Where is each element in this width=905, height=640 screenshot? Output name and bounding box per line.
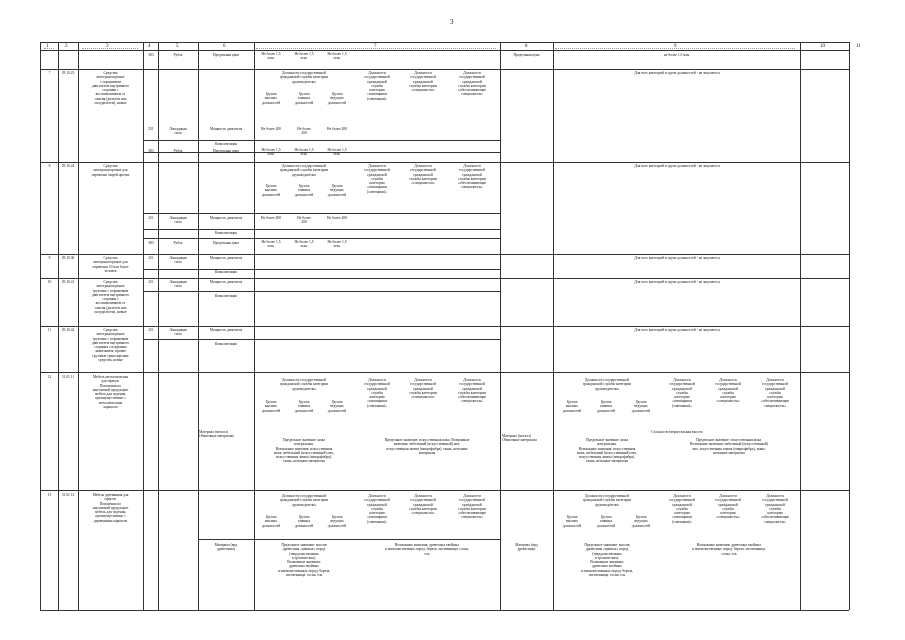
row8-unit-3: Рубль [173,241,183,245]
row13-group-2: Группа главных должностей [294,515,314,528]
column-header: 10 [820,44,825,49]
row13-group-heading: Должности государственной гражданской службы категории «руководители» [279,494,329,507]
row0-property: Предельная цена [213,53,239,57]
row12-material: Материал (металл) Обивочные материалы [199,430,234,439]
row8-category-1: Должности государственной гражданской службы категории «помощники (советники)» [364,164,390,194]
row12-right-category-3: Должности государственной гражданской службы категории «обеспечивающие специалисты» [760,378,790,408]
row10-number: 10 [47,280,52,284]
rule [78,42,79,610]
row10-okpd: 29.10.41 [61,280,75,284]
row0-property-2: Предельная цена [513,53,540,57]
row7-right-note: Для всех категорий и групп должностей - не закупается [634,71,720,75]
row10-code: 251 [148,280,154,284]
row0-code: 383 [148,53,154,57]
row7-code-3: 383 [148,149,154,153]
row10-name: Средства автотранспортные грузовые с поршневым двигателем внутреннего сгорания с воспламенением от сжатия (дизелем или полудизелем), новые [91,280,130,315]
row8-group-3: Группа ведущих должностей [327,184,347,197]
row9-number: 9 [48,256,51,260]
row12-category-3: Должности государственной гражданской службы категории «обеспечивающие специалисты» [457,378,487,404]
row12-steel-note: Сталь/ко всем/ристальная высота [651,430,703,434]
row12-name: Мебель металлическая для офисов. Пояснения по закупаемой продукции: мебель для сидения, преимущественно с металлическим каркасом [92,375,129,410]
rule [143,140,500,141]
row7-group-2: Группа главных должностей [294,92,314,105]
row7-unit-3: Рубль [173,149,183,153]
row8-group-heading: Должности государственной гражданской службы категории «руководители» [279,164,329,177]
row13-right-group-1: Группа высших должностей [562,515,582,528]
row13-right-allowed-1: Предельное значение: массив древесины «ценных» пород (твердолиственных и тропических). Возможные значения: древесина хвойных и мягколиственных пород: береза, лиственница, сосна, ель [580,543,634,578]
row13-category-1: Должности государственной гражданской службы категории «помощники (советники)» [364,494,390,524]
row8-number: 8 [48,164,51,168]
row12-group-2: Группа главных должностей [294,400,314,413]
row8-property-4: Предельная цена [213,241,239,245]
column-header: 5 [176,44,179,49]
dotted-line [44,48,54,49]
row7-equipment: Комплектация [215,142,237,146]
row12-allowed-1: Предельное значение: кожа натуральная. Возможные значения: искусственная кожа, мебельный (искусственный) мех, искусственная замша (микрофибра), ткань, нетканые материалы [273,438,335,464]
row12-right-category-2: Должности государственной гражданской службы категории «специалисты» [715,378,741,404]
row7-number: 7 [48,71,51,75]
row9-okpd: 29.10.30 [61,256,75,260]
row8-group-2: Группа главных должностей [294,184,314,197]
row7-category-1: Должности государственной гражданской службы категории «помощники (советники)» [364,71,390,101]
row12-right-group-1: Группа высших должностей [562,400,582,413]
row0-value-3: Не более 1,5 млн. [327,52,347,61]
row8-code-2: 251 [148,216,154,220]
rule [40,42,849,43]
row7-category-3: Должности государственной гражданской службы категории «обеспечивающие специалисты» [457,71,487,97]
row7-code-2: 251 [148,127,154,131]
row7-property-4: Предельная цена [213,149,239,153]
row12-allowed-2: Предельное значение: искусственная кожа. Возможные значения: мебельный (искусственный) мех, искусственная замша (микрофибра), ткань, нетканые материалы [384,438,470,455]
rule [40,254,849,255]
row7-price-2: Не более 1,5 млн. [294,148,314,157]
row9-equipment: Комплектация [215,270,237,274]
row9-property: Мощность двигателя [209,256,243,260]
dotted-line [82,48,138,49]
rule [500,42,501,610]
row8-name: Средства автотранспортные для перевозки людей прочие [91,164,130,177]
row10-equipment: Комплектация [215,294,237,298]
rule [40,42,41,610]
row10-unit: Лошадиная сила [169,280,187,289]
row13-right-category-3: Должности государственной гражданской службы категории «обеспечивающие специалисты» [760,494,790,524]
row11-code: 251 [148,328,154,332]
rule [800,42,801,610]
column-header: 1 [46,44,49,49]
row12-category-2: Должности государственной гражданской службы категории «специалисты» [409,378,437,400]
row12-number: 12 [47,375,52,379]
column-header: 6 [223,44,226,49]
row13-right-allowed-2: Возможные значения: древесина хвойных и мягколиственных пород: береза, лиственница, сосна, ель [692,543,766,556]
row11-okpd: 29.10.42 [61,328,75,332]
page-number: 3 [450,18,454,26]
row12-okpd: 31.01.11 [61,375,75,379]
row8-code-3: 383 [148,241,154,245]
rule [143,339,500,340]
dotted-line [256,48,496,49]
rule [40,162,849,163]
row11-equipment: Комплектация [215,342,237,346]
row13-right-group-heading: Должности государственной гражданской службы категории «руководители» [582,494,632,507]
row8-right-note: Для всех категорий и групп должностей - не закупается [634,164,720,168]
row8-price-2: Не более 1,5 млн. [294,240,314,249]
row7-unit-2: Лошадиная сила [169,127,187,136]
row12-right-group-2: Группа главных должностей [596,400,616,413]
row12-group-1: Группа высших должностей [261,400,281,413]
row9-unit: Лошадиная сила [169,256,187,265]
rule [143,291,500,292]
row8-power-2: Не более 200 [297,216,311,225]
rule [58,42,59,610]
row13-right-category-1: Должности государственной гражданской службы категории «помощники (советники)» [669,494,695,524]
row13-category-3: Должности государственной гражданской службы категории «обеспечивающие специалисты» [457,494,487,520]
row8-price-1: Не более 1,5 млн. [261,240,281,249]
rule [40,490,849,491]
row7-group-3: Группа ведущих должностей [327,92,347,105]
row7-power-3: Не более 200 [327,127,347,131]
row12-right-category-1: Должности государственной гражданской службы категории «помощники (советники)» [669,378,695,408]
row7-group-heading: Должности государственной гражданской службы категории «руководители» [279,71,329,84]
row9-name: Средства автотранспортные для перевозки 10 или более человек [92,256,129,273]
row8-property-3: Мощность двигателя [209,216,243,220]
column-header: 9 [674,44,677,49]
rule [198,539,500,540]
row8-power-1: Не более 200 [261,216,281,220]
row7-okpd: 29.10.23 [61,71,75,75]
row9-right-note: Для всех категорий и групп должностей - не закупается [634,256,720,260]
row7-category-2: Должности государственной гражданской службы категории «специалисты» [409,71,437,93]
row12-group-3: Группа ведущих должностей [327,400,347,413]
row7-price-3: Не более 1,5 млн. [327,148,347,157]
row8-group-1: Группа высших должностей [261,184,281,197]
row7-property-3: Мощность двигателя [209,127,243,131]
row8-category-3: Должности государственной гражданской службы категории «обеспечивающие специалисты» [457,164,487,190]
rule [40,372,849,373]
row7-name: Средства автотранспортные с поршневым двигателем внутреннего сгорания с воспламенением от сжатия (дизелем или полудизелем), новые [91,71,130,106]
rule [40,50,849,51]
row8-okpd: 29.10.24 [61,164,75,168]
row0-value-2: Не более 1,5 млн. [294,52,314,61]
rule [143,213,500,214]
row8-price-3: Не более 1,5 млн. [327,240,347,249]
row8-unit-2: Лошадиная сила [169,216,187,225]
column-header: 8 [525,44,528,49]
row13-allowed-1: Предельное значение: массив древесины «ценных» пород (твердолиственных и тропических). Возможные значения: древесина хвойных и мягколиственных пород: береза, лиственница, сосна, ель [277,543,331,578]
row13-group-3: Группа ведущих должностей [327,515,347,528]
row11-right-note: Для всех категорий и групп должностей - не закупается [634,328,720,332]
row11-number: 11 [47,328,52,332]
rule [143,229,500,230]
row12-group-heading: Должности государственной гражданской службы категории «руководители» [279,378,329,391]
row13-okpd: 31.01.12 [61,493,75,497]
row12-right-group-heading: Должности государственной гражданской службы категории «руководители» [582,378,632,391]
row13-group-1: Группа высших должностей [261,515,281,528]
row8-equipment: Комплектация [215,231,237,235]
row7-group-1: Группа высших должностей [261,92,281,105]
row13-number: 13 [47,493,52,497]
column-header: 11 [856,44,861,49]
row12-category-1: Должности государственной гражданской службы категории «помощники (советники)» [364,378,390,408]
rule [143,269,500,270]
row13-right-group-2: Группа главных должностей [596,515,616,528]
row13-material-right: Материал (вид древесины) [515,543,538,552]
row13-allowed-2: Возможные значения: древесина хвойных и мягколиственных пород: береза, лиственница, сосна, ель [385,543,469,556]
row11-property: Мощность двигателя [209,328,243,332]
row10-right-note: Для всех категорий и групп должностей - не закупается [634,280,720,284]
row13-name: Мебель деревянная для офисов. Пояснения по закупаемой продукции: мебель для сидения, преимущественно с деревянным каркасом [92,493,129,523]
row7-power-2: Не более 200 [297,127,311,136]
row8-category-2: Должности государственной гражданской службы категории «специалисты» [409,164,437,186]
rule [40,610,849,611]
row13-material: Материал (вид древесины) [214,543,238,552]
row12-right-allowed-2: Предельное значение: искусственная кожа. Возможные значения: мебельный (искусственный) мех, искусственная замша (микрофибра), ткань, нетканые материалы [690,438,768,455]
row7-power-1: Не более 200 [261,127,281,131]
rule [40,326,849,327]
column-header: 2 [65,44,68,49]
row0-value-1: Не более 1,5 млн. [261,52,281,61]
row13-right-category-2: Должности государственной гражданской службы категории «специалисты» [715,494,741,520]
row13-category-2: Должности государственной гражданской службы категории «специалисты» [409,494,437,516]
row7-price-1: Не более 1,5 млн. [261,148,281,157]
column-header: 4 [148,44,151,49]
row12-right-allowed-1: Предельное значение: кожа натуральная. Возможные значения: искусственная кожа, мебельный (искусственный) мех, искусственная замша (микрофибра), ткань, нетканые материалы [576,438,638,464]
rule [143,238,500,239]
row12-right-group-3: Группа ведущих должностей [631,400,651,413]
row9-code: 251 [148,256,154,260]
row8-power-3: Не более 200 [327,216,347,220]
rule [40,69,849,70]
row12-material-right: Материал (металл) Обивочные материалы [502,434,537,443]
rule [553,42,554,610]
row0-value-right: не более 1,5 млн. [663,53,691,57]
row13-right-group-3: Группа ведущих должностей [631,515,651,528]
rule [40,278,849,279]
row11-name: Средства автотранспортные грузовые с поршневым двигателем внутреннего сгорания с искровым зажиганием; прочие грузовые транспортные средства, новые [91,328,130,363]
dotted-line [555,48,795,49]
row11-unit: Лошадиная сила [169,328,187,337]
column-header: 7 [374,44,377,49]
column-header: 3 [106,44,109,49]
row10-property: Мощность двигателя [209,280,243,284]
rule [849,42,850,610]
row0-unit: Рубль [173,53,183,57]
